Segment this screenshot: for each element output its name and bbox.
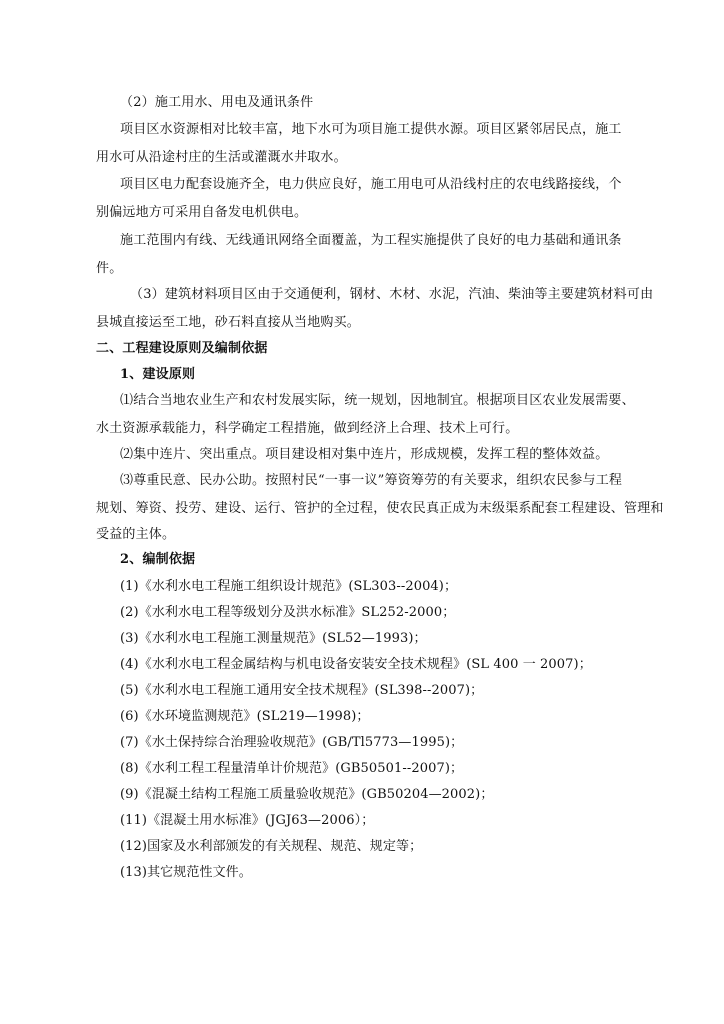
principle-3-line1: ⑶尊重民意、民办公助。按照村民“一事一议”筹资筹劳的有关要求，组织农民参与工程 — [120, 473, 623, 488]
principle-1-line2: 水土资源承载能力，科学确定工程措施，做到经济上合理、技术上可行。 — [96, 421, 519, 436]
reference-item: (13)其它规范性文件。 — [120, 865, 252, 880]
paragraph-power-line2: 别偏远地方可采用自备发电机供电。 — [96, 205, 308, 220]
reference-item: (2)《水利水电工程等级划分及洪水标准》SL252-2000； — [120, 605, 456, 620]
reference-item: (1)《水利水电工程施工组织设计规范》(SL303--2004)； — [120, 579, 458, 594]
paragraph-telecom-line2: 件。 — [96, 261, 123, 276]
basis-heading: 2、编制依据 — [120, 552, 196, 567]
principles-heading: 1、建设原则 — [120, 367, 196, 382]
reference-item: (4)《水利水电工程金属结构与机电设备安装安全技术规程》(SL 400 一 2007)； — [120, 657, 592, 672]
paragraph-materials-line2: 县城直接运至工地，砂石料直接从当地购买。 — [96, 315, 361, 330]
reference-item: (9)《混凝土结构工程施工质量验收规范》(GB50204—2002)； — [120, 787, 494, 802]
reference-item: (3)《水利水电工程施工测量规范》(SL52—1993)； — [120, 631, 427, 646]
paragraph-power-line1: 项目区电力配套设施齐全，电力供应良好，施工用电可从沿线村庄的农电线路接线，个 — [120, 177, 622, 192]
reference-item: (6)《水环境监测规范》(SL219—1998)； — [120, 709, 370, 724]
principle-1-line1: ⑴结合当地农业生产和农村发展实际，统一规划，因地制宜。根据项目区农业发展需要、 — [120, 393, 635, 408]
chapter-heading: 二、工程建设原则及编制依据 — [96, 341, 268, 356]
reference-item: (12)国家及水利部颁发的有关规程、规范、规定等； — [120, 839, 423, 854]
principle-3-line2: 规划、筹资、投劳、建设、运行、管护的全过程，使农民真正成为末级渠系配套工程建设、管理和 — [96, 501, 664, 516]
reference-item: (8)《水利工程工程量清单计价规范》(GB50501--2007)； — [120, 761, 464, 776]
reference-item: (11)《混凝土用水标准》(JGJ63—2006）； — [120, 813, 375, 828]
reference-item: (7)《水土保持综合治理验收规范》(GB/Tl5773—1995)； — [120, 735, 464, 750]
section-heading-water-power: （2）施工用水、用电及通讯条件 — [120, 95, 314, 110]
principle-3-line3: 受益的主体。 — [96, 527, 176, 542]
paragraph-telecom-line1: 施工范围内有线、无线通讯网络全面覆盖，为工程实施提供了良好的电力基础和通讯条 — [120, 233, 622, 248]
paragraph-water-line1: 项目区水资源相对比较丰富，地下水可为项目施工提供水源。项目区紧邻居民点，施工 — [120, 122, 622, 137]
paragraph-water-line2: 用水可从沿途村庄的生活或灌溉水井取水。 — [96, 150, 347, 165]
paragraph-materials-line1: （3）建筑材料项目区由于交通便利，钢材、木材、水泥，汽油、柴油等主要建筑材料可由 — [130, 287, 654, 302]
principle-2: ⑵集中连片、突出重点。项目建设相对集中连片，形成规模，发挥工程的整体效益。 — [120, 447, 609, 462]
reference-item: (5)《水利水电工程施工通用安全技术规程》(SL398--2007)； — [120, 683, 484, 698]
